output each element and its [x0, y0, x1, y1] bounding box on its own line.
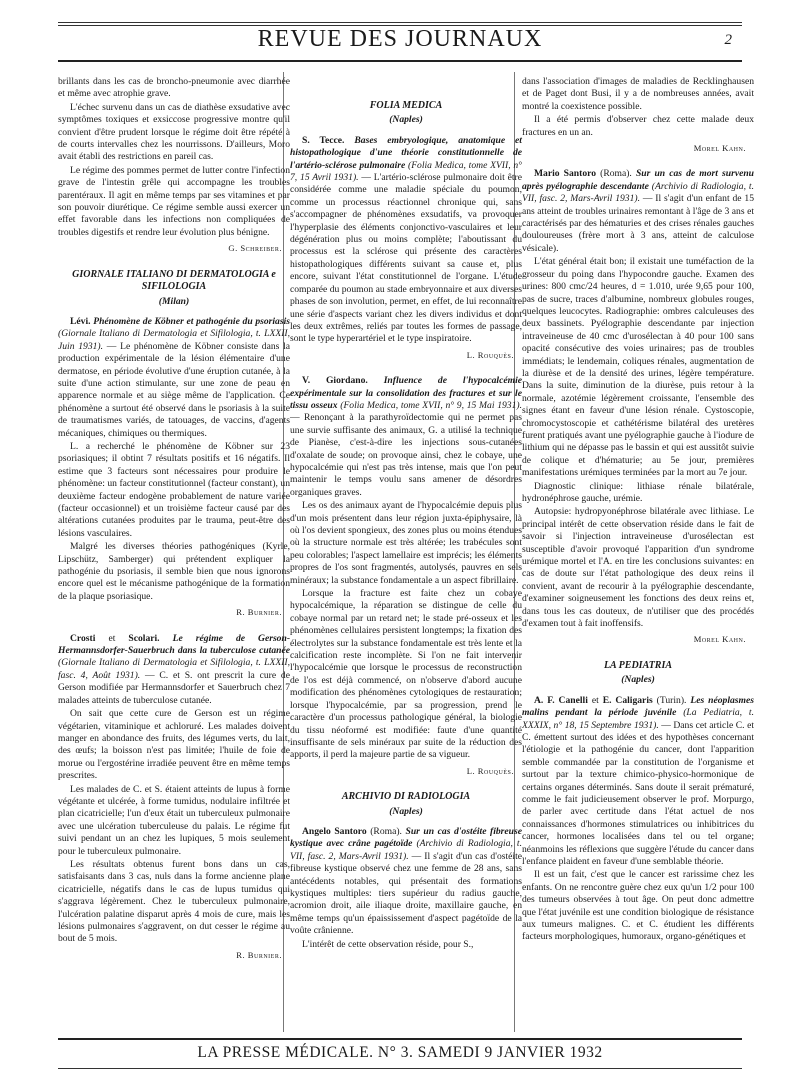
article-body: — Il s'agit d'un enfant de 15 ans atteint de troubles urinaires remontant à l'âge de 3 ans et caractérisés par des hématuries et des crises rénales gauches douloureuses (frère mort à 3 ans, atteint de calculose vésicale). [522, 193, 754, 254]
footer-rule-bottom [58, 1068, 742, 1069]
article-citation: (Folia Medica, tome XVII, n° 9, 15 Mai 1931). [340, 399, 522, 411]
paragraph: L'état général était bon; il existait une tuméfaction de la grosseur du poing dans l'hypocondre gauche. Examen des urines: 800 cmc/24 heures, d = 1.010, urée 9,65 pour 100, pas de sucre, traces d'albumine, nombreux globules rouges, quelques leucocytes. Radiographie: ombres calculeuses des deux bassinets. Pyélographie descendante par injection intraveineuse de 40 cmc d'urosélectan à 40 pour 100 sans opacité consécutive des voies urinaires; pas de troubles immédiats; le lendemain, coliques rénales, augmentation de la diurèse et de la densité des urines, légère température. Dans la suite, diminution de la diurèse, puis retour à la normale, azotémie légèrement croissante, l'ensemble des signes étant en faveur d'une lésion rénale. Cystoscopie, chromocystoscopie et cathétérisme bilatéral des uretères furent pratiqués avant une pyélographie gauche à l'iodure de lithium qui ne dépasse pas le bassin et qui est aussitôt suivie de colique et d'hématurie; au 5e jour, premières manifestations urémiques terminées par la mort au 7e jour. [522, 256, 754, 479]
article-author: V. Giordano. [302, 375, 368, 387]
article-title: Sur un cas de mort survenu après pyélographie descendante [522, 168, 755, 192]
paragraph: Les malades de C. et S. étaient atteints de lupus à forme végétante et ulcérée, à forme tumidus, nodulaire infiltrée et plan cicatricielle; l'un d'eux était un tuberculeux pulmonaire avec une ulcération tuberculeuse du palais. Le régime fut suivi pendant un an chez les lupiques, 5 mois seulement pour le tuberculeux pulmonaire. [58, 783, 290, 857]
page-header: REVUE DES JOURNAUX [257, 26, 543, 52]
article-author: E. Caligaris [602, 694, 653, 706]
paragraph: Le régime des pommes permet de lutter contre l'infection grave de l'intestin grêle qui accompagne les troubles parentéraux. Il agit en même temps par ses vitamines et par son pouvoir diurétique. Ce régime semble aussi exercer un effet favorable dans les infections non compliquées de troubles digestifs et rendre leur évolution plus bénigne. [58, 164, 290, 238]
journal-city: (Naples) [621, 674, 655, 686]
article-place: (Roma). [600, 168, 632, 180]
article-conjunction: et [108, 632, 116, 644]
article-author: Scolari. [128, 632, 160, 644]
article-author: Mario Santoro [534, 168, 597, 180]
article [290, 826, 522, 938]
article-citation: (Archivio di Radiologia, t. VII, fasc. 2, Mars-Avril 1931). [290, 838, 522, 862]
article-place: (Turin). [656, 694, 687, 706]
paragraph: Malgré les diverses théories pathogéniques (Kyrle, Lipschütz, Samberger) qui prétendent expliquer la pathogénie du psoriasis, il semble bien que nous ignorons encore quel est le mécanisme pathogénique de la formation de la plaque psoriasique. [58, 541, 290, 602]
signature: G. Schreiber. [228, 243, 282, 254]
article-title: Bases embryologique, anatomique et histopathologique d'une théorie constitutionnelle de l'artério-sclérose pulmonaire [290, 134, 522, 171]
article-body: — C. et S. ont prescrit la cure de Gerson modifiée par Hermannsdorfer et Sauerbruch chez 7 malades atteints de tuberculose cutanée. [58, 669, 290, 706]
signature: L. Rouquès. [466, 349, 514, 360]
journal-city: (Milan) [158, 295, 190, 307]
article-title: Influence de l'hypocalcémie expérimentale sur la consolidation des fractures et sur le tissu osseux [290, 375, 522, 411]
paragraph: Il a été permis d'observer chez cette malade deux fractures en un an. [522, 114, 754, 138]
journal-heading: FOLIA MEDICA [369, 100, 443, 111]
paragraph: L'intérêt de cette observation réside, pour S., [302, 938, 474, 950]
signature: R. Burnier. [236, 949, 282, 960]
journal-city: (Naples) [389, 805, 423, 817]
article [290, 375, 522, 499]
signature: Morel Kahn. [693, 143, 746, 154]
article-body: — Renonçant à la parathyroïdectomie qui ne permet pas une survie suffisante des animaux, G. a utilisé la technique de Pianèse, c'est-à-dire les injections sous-cutanées d'oxalate de soude; on provoque ainsi, chez le cobaye, une hypocalcémie qui n'est pas très intense, mais que l'on peut maintenir le temps voulu sans amener de désordres organiques graves. [290, 412, 522, 498]
paragraph: On sait que cette cure de Gerson est un régime végétarien, vitaminique et achloruré. Les malades doivent manger en abondance des fruits, des légumes verts, du lait, des œufs; la boisson n'est pas limitée; l'huile de foie de morue ou l'ergostérine irradiée peuvent être en même temps prescrites. [58, 708, 290, 782]
paragraph: L'échec survenu dans un cas de diathèse exsudative avec symptômes toxiques et exsiccose progressive montre qu'il convient d'être prudent lorsque le régime doit être répété à de courts intervalles chez les nourrissons. D'ailleurs, Moro avait établi des restrictions en pareil cas. [58, 101, 290, 163]
column-3 [522, 76, 754, 945]
article-citation: (Giornale Italiano di Dermatologia et Sifilologia, t. LXXII, Juin 1931). [58, 328, 290, 352]
paragraph: Les os des animaux ayant de l'hypocalcémie depuis plus d'un mois présentent dans leur région juxta-épiphysaire, là où l'os devient spongieux, des zones plus ou moins étendues où la structure normale est très altérée; les trabécules sont peu colorables; l'aspect lamellaire est imprécis; les éléments propres de l'os sont fragmentés, autolysés, pauvres en sels minéraux; la substance fondamentale a un aspect fibrillaire. [290, 500, 522, 586]
article [290, 135, 522, 346]
paragraph: Autopsie: hydropyonéphrose bilatérale avec lithiase. Le principal intérêt de cette observation réside dans le fait de savoir si l'injection intraveineuse d'urosélectan est susceptible d'avoir provoqué l'apparition d'un syndrome urémique mortel et l'A. en tire les conclusions suivantes: en cas de doute sur l'état pathologique des deux reins il convient, avant de recourir à la pyélographie descendante, d'examiner soigneusement les fonctions des deux reins et, dans tous les cas douteux, de n'utiliser que des procédés d'examen tout à fait inoffensifs. [522, 506, 754, 630]
article-author: Lévi. [70, 315, 91, 327]
paragraph: L. a recherché le phénomène de Köbner sur 23 psoriasiques; il obtint 7 résultats positifs et 16 négatifs. Il estime que 3 facteurs sont nécessaires pour produire le phénomène: un facteur constitutionnel (facteur constant), un deuxième facteur endogène probablement de nature variée (facteur occasionnel) et un troisième facteur causé par des altérations cutanées produites par le trauma, peut-être des lésions vasculaires. [58, 440, 290, 539]
article-citation: (Giornale Italiano di Dermatologia et Sifilologia, t. LXXII, fasc. 4, Août 1931). [58, 657, 290, 681]
top-rule [58, 22, 742, 23]
article-title: Les néoplasmes malins pendant la période juvénile [522, 694, 754, 719]
article [58, 316, 290, 440]
article-author: Crosti [70, 632, 96, 644]
article [58, 633, 290, 707]
article-title: Le régime de Gerson-Hermannsdorfer-Sauerbruch dans la tuberculose cutanée [58, 632, 291, 657]
article-body: — Dans cet article C. et C. émettent surtout des idées et des hypothèses concernant l'étiologie et la pathogénie du cancer, dont l'apparition semble commandée par la constitution de l'organisme et surtout par la texture chimico-physico-hormonique de certains organes déterminés. Sans doute il serait prématuré, comme le fait judicieusement observer le prof. Morpurgo, de parler avec certitude dans l'état actuel de nos connaissances d'hormones stimulatrices ou inhibitrices du cancer, hormones localisées dans tel ou tel organe; néanmoins les réflexions que suggère l'étude du cancer dans l'enfance plaident en faveur d'une semblable théorie. [522, 719, 754, 867]
article-title: Phénomène de Köbner et pathogénie du psoriasis [93, 315, 290, 327]
journal-heading: LA PEDIATRIA [603, 659, 673, 671]
article-citation: (Folia Medica, tome XVII, n° 7, 15 Avril 1931). [290, 159, 522, 184]
article-place: (Roma). [370, 825, 402, 837]
article-body: — L'artério-sclérose pulmonaire doit être considérée comme une maladie spéciale du poumon, comme un processus réactionnel chronique qui, sans s'accompagner de phénomènes exsudatifs, va provoquer l'hyperplasie des éléments conjonctivo-vasculaires et leur dégénération plus ou moins complète; l'aboutissant du processus est la sclérose qui présente des caractères histopathologiques différents suivant sa cause et, plus encore, suivant l'état constitutionnel de l'organe. L'étude comparée du poumon au stade embryonnaire et aux diverses phases de son involution, permet, en effet, de lui reconnaître une série d'aspects variant chez les divers individus et dont les deux extrêmes, reliés par toutes les formes de passage, sont le type hyperartériel et le type inspiratoire. [290, 172, 522, 345]
journal-city: (Naples) [389, 114, 423, 126]
paragraph: Les résultats obtenus furent bons dans un cas, satisfaisants dans 3 cas, nuls dans la forme ancienne plane cicatricielle, négatifs dans le cas de lupus tumidus qui s'aggrava légèrement. Chez le tuberculeux pulmonaire, l'ulcération palatine disparut après 4 mois de cure, mais les lésions pulmonaires s'aggravent, on dut cesser le régime au bout de 5 mois. [58, 858, 290, 945]
header-rule [58, 60, 742, 62]
article-citation: (Archivio di Radiologia, t. VII, fasc. 2, Mars-Avril 1931). [522, 180, 754, 205]
paragraph: Lorsque la fracture est faite chez un cobaye hypocalcémique, la réparation se distingue de celle du cobaye normal par un retard net; le stade pré-osseux et les phénomènes cellulaires persistent longtemps; la fixation des électrolytes sur la substance fondamentale est très lente et la calcification reste incomplète. Si l'on ne fait intervenir l'hypocalcémie que lorsque le processus de reconstruction de l'os est déjà commencé, on n'observe d'abord aucune modification des phénomènes cytologiques de restauration; lorsque l'hypocalcémie, par sa progression, prend le caractère d'un processus pathologique général, la biologie du tissu néoformé est modifiée: faute d'une quantité insuffisante de sels minéraux par suite de la réduction des apports, il perd la majeure partie de sa vigueur. [290, 588, 522, 761]
page-footer: LA PRESSE MÉDICALE. N° 3. SAMEDI 9 JANVIER 1932 [197, 1044, 603, 1061]
article-author: A. F. Canelli [534, 694, 588, 706]
signature: L. Rouquès. [466, 765, 514, 776]
paragraph: Il est un fait, c'est que le cancer est rarissime chez les enfants. On ne rencontre guère chez eux qu'un 1/2 pour 100 des tumeurs observées à tout âge. On peut donc admettre que l'état juvénile est une condition biologique de résistance aux tumeurs malignes. C. et C. étudient les différents facteurs morphologiques, humoraux, organo-génétiques et [522, 869, 754, 943]
article-author: Angelo Santoro [302, 825, 367, 837]
article-citation: (La Pediatria, t. XXXIX, n° 18, 15 Septembre 1931). [522, 707, 754, 731]
journal-heading: GIORNALE ITALIANO DI DERMATOLOGIA e SIFILOLOGIA [72, 268, 276, 293]
paragraph: brillants dans les cas de broncho-pneumonie avec diarrhée et même avec atrophie grave. [58, 76, 290, 100]
article [522, 168, 754, 255]
signature: R. Burnier. [236, 607, 282, 618]
journal-heading: ARCHIVIO DI RADIOLOGIA [341, 791, 471, 803]
article-conjunction: et [591, 694, 599, 706]
article-body: — Il s'agit d'un cas d'ostéite fibreuse kystique observé chez une femme de 28 ans, sans antécédents notables, qui présentait des formations kystiques multiples: tiers supérieur du radius gauche, acromion droit, aile iliaque droite, maxillaire gauche, en même temps qu'un épaississement d'aspect pagétoïde de la voûte crânienne. [290, 850, 522, 937]
page-number: 2 [724, 32, 732, 48]
signature: Morel Kahn. [693, 634, 746, 645]
footer-rule [58, 1038, 742, 1040]
paragraph: dans l'association d'images de maladies de Recklinghausen et de Paget dont Busi, il y a de nombreuses années, avait montré la coexistence possible. [522, 76, 754, 112]
article-title: Sur un cas d'ostéite fibreuse kystique avec crâne pagétoïde [290, 825, 522, 850]
article [522, 695, 754, 869]
paragraph: Diagnostic clinique: lithiase rénale bilatérale, hydronéphrose gauche, urémie. [522, 480, 754, 504]
article-author: S. Tecce. [302, 134, 345, 146]
column-2 [290, 76, 522, 952]
column-1 [58, 76, 290, 975]
article-body: — Le phénomène de Köbner consiste dans la production expérimentale de la lésion élémentaire d'une dermatose, en période évolutive d'une éruption cutanée, à la suite d'une action stimulante, sur une zone de peau en apparence normale et au siège même de l'application. Ce phénomène a surtout été observé dans le psoriasis à la suite de traumatismes variés, de tatouages, de vaccins, d'agents mécaniques, chimiques ou thermiques. [58, 340, 291, 439]
